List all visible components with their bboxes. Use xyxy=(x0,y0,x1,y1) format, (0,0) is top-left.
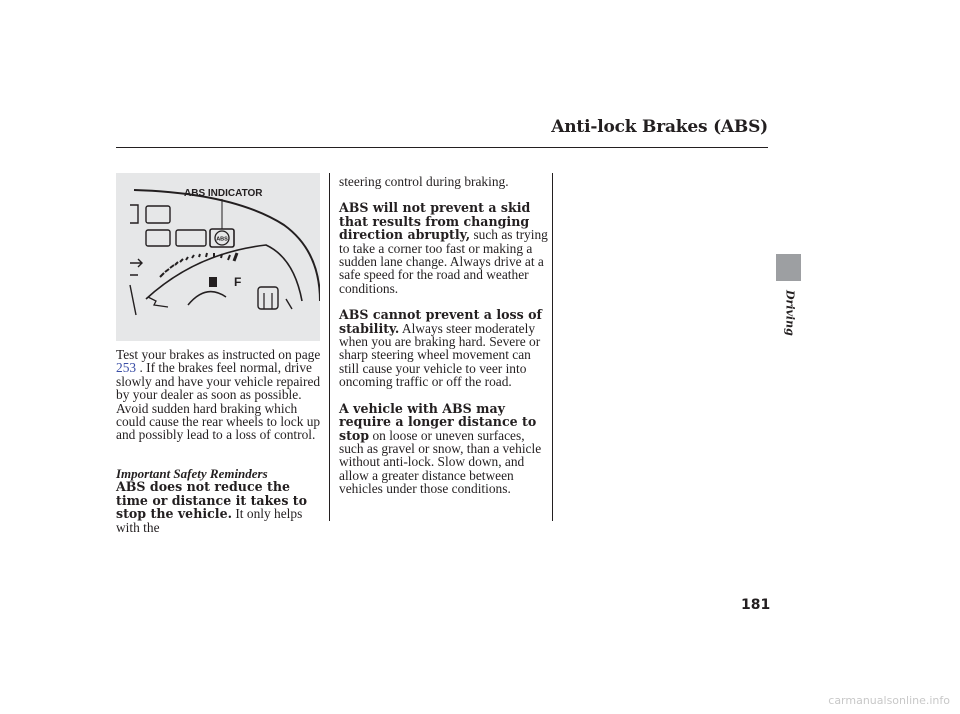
continued-text: steering control during braking. xyxy=(339,174,509,189)
distance-paragraph xyxy=(339,402,549,496)
abs-time-paragraph xyxy=(116,480,326,534)
left-column xyxy=(116,348,326,442)
paragraph-text: . If the brakes feel normal, drive slowly and have your vehicle repaired by your dealer as soon as possible. Avoid sudden hard braking which could cause the rear wheels to lock up and possibly lead to a loss of control. xyxy=(116,360,321,443)
safety-reminders-section xyxy=(116,467,326,534)
stability-heading: ABS cannot prevent a loss of stability. xyxy=(339,307,542,336)
column-divider-left xyxy=(329,173,330,521)
header-rule xyxy=(116,147,768,148)
page-link-253[interactable]: 253 xyxy=(116,360,137,376)
section-tab xyxy=(776,254,801,281)
indicator-lamp-1 xyxy=(146,206,170,223)
indicator-lamp-2 xyxy=(146,230,170,246)
watermark: carmanualsonline.info xyxy=(828,694,950,707)
paragraph-text: Test your brakes as instructed on page xyxy=(116,347,321,362)
section-tab-text: Driving xyxy=(783,290,797,336)
indicator-lamp-3 xyxy=(176,230,206,246)
reminders-heading: Important Safety Reminders xyxy=(116,466,268,481)
brake-test-paragraph xyxy=(116,348,326,442)
skid-heading: ABS will not prevent a skid that results from changing direction abruptly, xyxy=(339,200,531,243)
stability-text: Always steer moderately when you are braking hard. Severe or sharp steering wheel movement can still cause your vehicle to veer into oncoming traffic or off the road. xyxy=(339,320,541,390)
figure-label: ABS INDICATOR xyxy=(184,188,263,199)
fuel-full-mark: F xyxy=(234,275,242,289)
section-tab-label xyxy=(770,290,810,370)
page-number: 181 xyxy=(741,597,771,613)
skid-paragraph xyxy=(339,201,549,295)
column-divider-right xyxy=(552,173,553,521)
abs-time-heading: ABS does not reduce the time or distance it takes to stop the vehicle. xyxy=(116,479,308,522)
fuel-pump-icon xyxy=(209,277,217,287)
distance-heading: A vehicle with ABS may require a longer distance to stop xyxy=(339,400,537,443)
abs-time-text: It only helps with the xyxy=(116,506,303,535)
stability-paragraph xyxy=(339,308,549,388)
dash-line-right xyxy=(286,299,292,309)
dash-fragment xyxy=(148,297,168,307)
middle-column xyxy=(339,175,549,496)
indicator-bracket xyxy=(130,205,138,223)
distance-text: on loose or uneven surfaces, such as gravel or snow, than a vehicle without anti-lock. Slow down, and allow a greater distance between vehicles under those conditions. xyxy=(339,427,542,497)
abs-indicator-illustration xyxy=(116,173,320,341)
fuel-gauge-ticks xyxy=(160,253,237,277)
needle-hub xyxy=(188,292,226,305)
instrument-panel-figure xyxy=(116,173,320,341)
abs-lamp-badge: ABS xyxy=(216,236,228,243)
seat-icon xyxy=(258,287,278,309)
turn-signal-icon xyxy=(130,259,142,275)
dash-line-left xyxy=(130,285,136,315)
skid-text: such as trying to take a corner too fast or making a sudden lane change. Always drive at a safe speed for the road and weather conditions. xyxy=(339,227,548,296)
page-title: Anti-lock Brakes (ABS) xyxy=(551,117,768,137)
